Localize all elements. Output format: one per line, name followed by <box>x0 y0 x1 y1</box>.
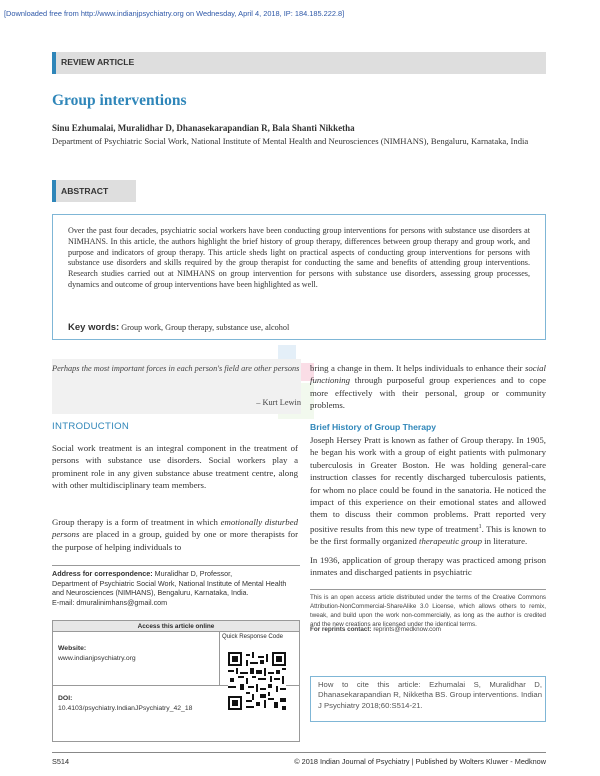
intro-paragraph-1: Social work treatment is an integral component in the treatment of persons with substance use disorders. Social workers play a prominent role in any given substance abuse treatment centre, along with other multidisciplinary team members. <box>52 443 298 491</box>
intro-p2-text-end: are placed in a group, guided by one or more therapists for the purpose of helping individuals to <box>52 529 298 552</box>
col2-p1-italic: social functioning <box>310 363 546 386</box>
history-p1-italic: therapeutic group <box>419 536 482 547</box>
email-label: E-mail: <box>52 597 77 607</box>
col2-paragraph-1 <box>310 362 546 412</box>
doi-label: DOI: <box>58 695 73 702</box>
epigraph-author: – Kurt Lewin <box>256 398 301 407</box>
intro-p2-italic: emotionally disturbed persons <box>52 517 299 540</box>
col2-p1-text: bring a change in them. It helps individuals to enhance their <box>310 363 525 373</box>
website-label: Website: <box>58 645 87 652</box>
citation-superscript: 1 <box>478 523 482 530</box>
author-affiliation: Department of Psychiatric Social Work, National Institute of Mental Health and Neurosciences (NIMHANS), Bengaluru, Karnataka, India <box>52 136 529 146</box>
correspondence-block <box>52 565 300 607</box>
correspondence-address: Department of Psychiatric Social Work, National Institute of Mental Health and Neurosciences (NIMHANS), Bengaluru, Karnataka, India. <box>52 578 287 598</box>
history-p1-text-2: . This is known to be the first formally organized <box>310 523 546 547</box>
introduction-heading: INTRODUCTION <box>52 421 130 432</box>
history-heading: Brief History of Group Therapy <box>310 422 437 432</box>
abstract-text: Over the past four decades, psychiatric social workers have been conducting group interventions for persons with substance use disorders at NIMHANS. In this article, the authors highlight the brief history of group therapy, differences between group therapy and group work, and purpose and indicators of group therapy. This article sheds light on practical aspects of conducting group interventions for persons with substance use disorders and skills required by the group therapist for conducting the same and benefits of attending group interventions. Research studies carried out at NIMHANS on group intervention for persons with substance use disorders, assessing group processes, dynamics and outcome of group interventions have been highlighted as well. <box>68 226 530 289</box>
intro-p2-text: Group therapy is a form of treatment in which <box>52 517 221 527</box>
abstract-label: ABSTRACT <box>61 186 109 196</box>
qr-label: Quick Response Code <box>222 633 283 640</box>
keywords-line <box>68 322 530 333</box>
keywords-text: Group work, Group therapy, substance use, alcohol <box>121 323 290 332</box>
footer-rule <box>52 752 546 753</box>
epigraph-quote: Perhaps the most important forces in each person's field are other persons <box>52 364 300 373</box>
reprints-label: For reprints contact: <box>310 626 372 633</box>
access-heading: Access this article online <box>52 620 300 632</box>
article-title: Group interventions <box>52 92 187 109</box>
section-label: REVIEW ARTICLE <box>61 57 135 67</box>
doi-link[interactable]: 10.4103/psychiatry.IndianJPsychiatry_42_18 <box>58 705 193 712</box>
col2-p1-text-end: through purposeful group experiences and to cope more effectively with their personal, group or community problems. <box>310 375 546 411</box>
abstract-bar-accent <box>52 180 56 202</box>
reprints-line <box>310 626 441 633</box>
email-link[interactable]: dmuralinimhans@gmail.com <box>76 597 168 607</box>
section-bar-accent <box>52 52 56 74</box>
doi-block <box>58 694 192 714</box>
history-paragraph-1 <box>310 434 546 548</box>
history-paragraph-2: In 1936, application of group therapy was practiced among prison inmates and discharged patients in psychiatric <box>310 555 546 578</box>
license-text: This is an open access article distributed under the terms of the Creative Commons Attribution-NonCommercial-ShareAlike 3.0 License, which allows others to remix, tweak, and build upon the work non-commercially, as long as the author is credited and the new creations are licensed under the identical terms. <box>310 589 546 629</box>
qr-code-icon[interactable] <box>228 652 286 710</box>
website-block <box>58 644 136 664</box>
download-notice: [Downloaded free from http://www.indianjpsychiatry.org on Wednesday, April 4, 2018, IP: 184.185.222.8] <box>4 9 345 18</box>
page-number: S514 <box>52 757 70 766</box>
access-divider-vertical <box>219 632 220 685</box>
reprints-email[interactable]: reprints@medknow.com <box>371 626 441 633</box>
intro-paragraph-2 <box>52 516 298 553</box>
journal-footer: © 2018 Indian Journal of Psychiatry | Published by Wolters Kluwer - Medknow <box>294 757 546 766</box>
citation-text: How to cite this article: Ezhumalai S, Muralidhar D, Dhanasekarapandian R, Nikketha BS. Group interventions. Indian J Psychiatry 2018;60:S514-21. <box>318 680 542 710</box>
website-link[interactable]: www.indianjpsychiatry.org <box>58 655 136 662</box>
keywords-label: Key words: <box>68 322 120 333</box>
correspondence-name: Muralidhar D, Professor, <box>152 569 233 578</box>
history-p1-text-end: in literature. <box>481 536 528 547</box>
correspondence-label: Address for correspondence: <box>52 569 153 578</box>
author-list: Sinu Ezhumalai, Muralidhar D, Dhanasekarapandian R, Bala Shanti Nikketha <box>52 123 355 133</box>
history-p1-text: Joseph Hersey Pratt is known as father of Group therapy. In 1905, he began his work with a group of eight patients with pulmonary tuberculosis in Greater Boston. He was holding general-care instruction classes for recently discharged tuberculosis patients, for whom no place could be found in the sanatoria. He noticed the impact of this experience on their emotional states and allowed them to discuss their common problems. Pratt reported very positive results from this new type of treatment <box>310 435 546 534</box>
